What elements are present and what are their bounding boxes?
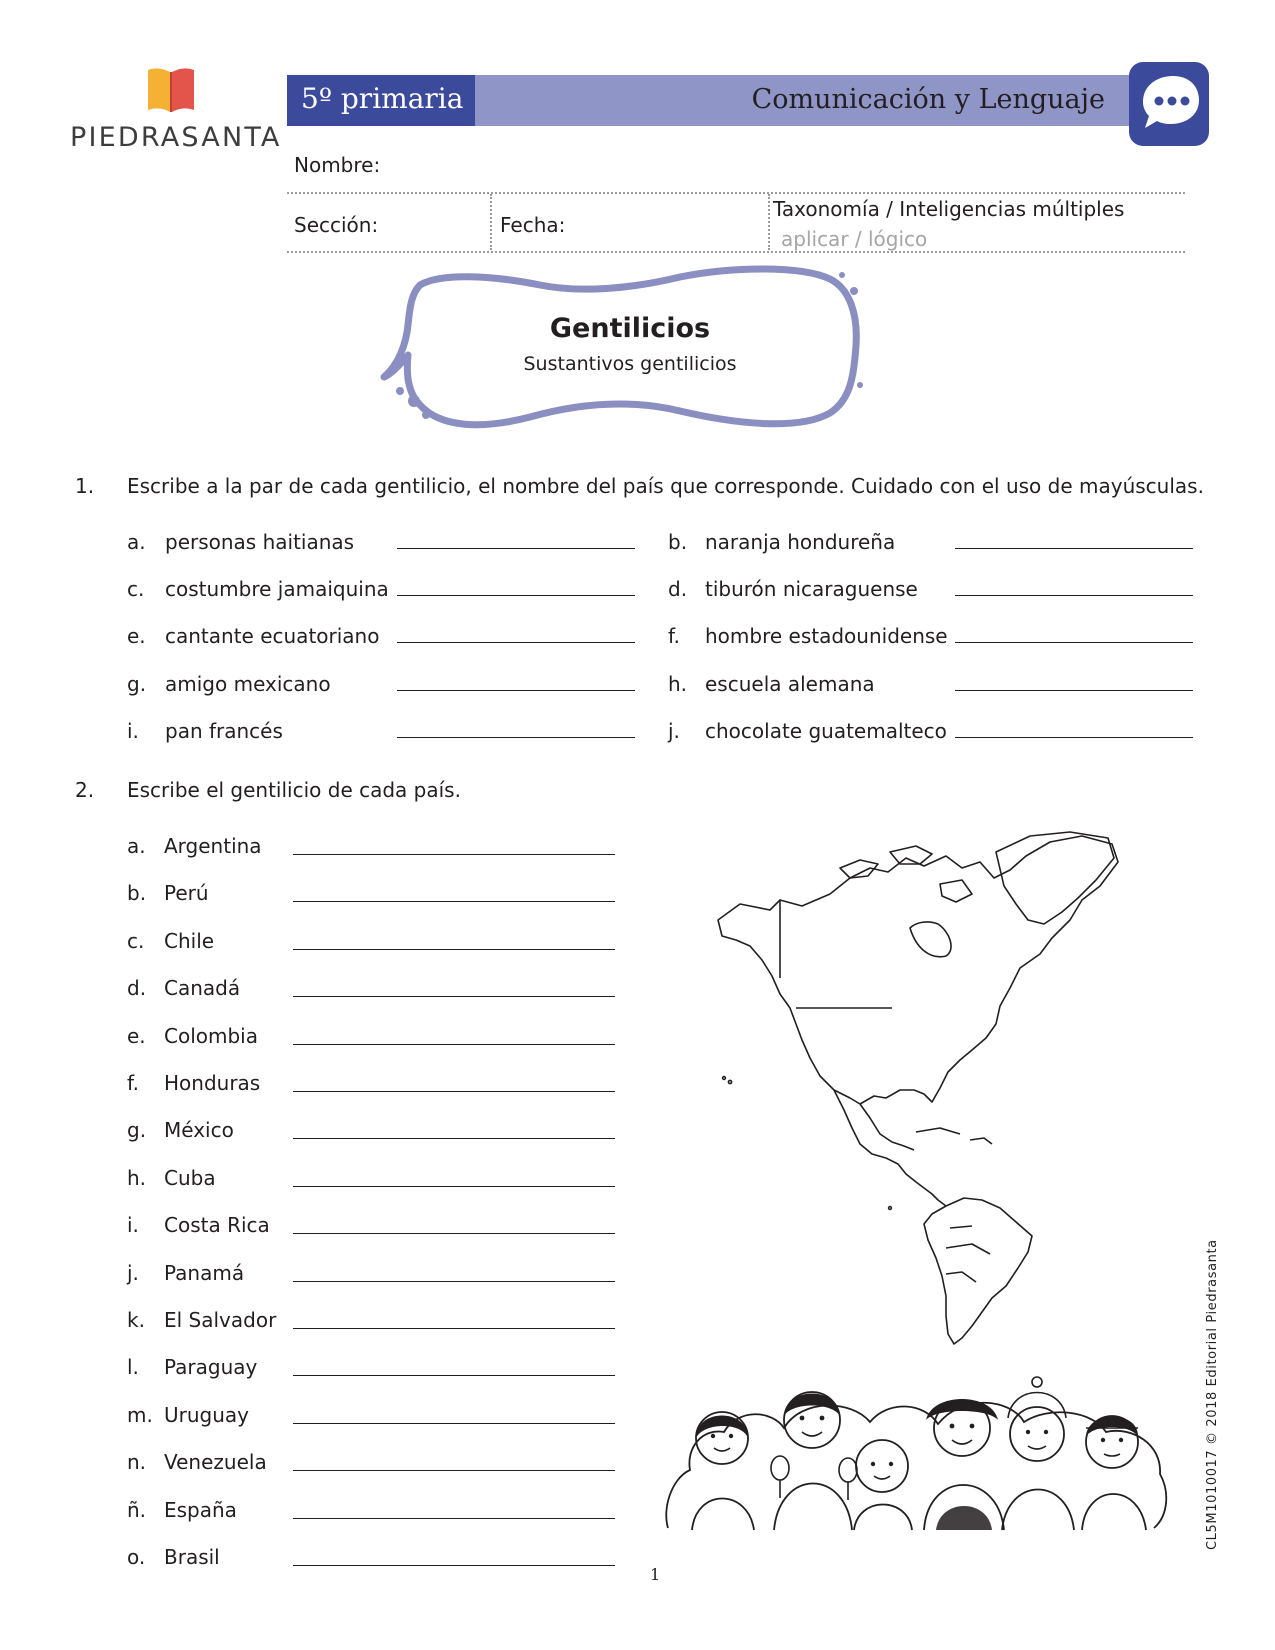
brand-name: PIEDRASANTA — [70, 122, 282, 153]
exercise-1-number: 1. — [75, 474, 95, 498]
list-item-letter: a. — [127, 530, 146, 554]
answer-line[interactable] — [955, 548, 1193, 549]
list-item-letter: c. — [127, 577, 145, 601]
taxonomy-label: Taxonomía / Inteligencias múltiples — [773, 197, 1125, 221]
list-item-text: Colombia — [164, 1024, 258, 1048]
list-item-letter: c. — [127, 929, 145, 953]
subject-bar — [475, 75, 1135, 126]
answer-line[interactable] — [397, 737, 635, 738]
list-item-letter: b. — [127, 881, 147, 905]
answer-line[interactable] — [293, 1328, 615, 1329]
list-item-text: Cuba — [164, 1166, 216, 1190]
list-item-letter: m. — [127, 1403, 153, 1427]
list-item-text: hombre estadounidense — [705, 624, 948, 648]
answer-line[interactable] — [955, 737, 1193, 738]
answer-line[interactable] — [293, 1518, 615, 1519]
answer-line[interactable] — [293, 854, 615, 855]
answer-line[interactable] — [955, 690, 1193, 691]
list-item-text: Canadá — [164, 976, 241, 1000]
list-item-letter: h. — [668, 672, 688, 696]
section-field-label: Sección: — [294, 213, 379, 237]
children-illustration — [662, 1358, 1172, 1538]
list-item-letter: l. — [127, 1355, 139, 1379]
list-item-text: tiburón nicaraguense — [705, 577, 918, 601]
exercise-2-instruction: Escribe el gentilicio de cada país. — [127, 778, 461, 802]
list-item-letter: j. — [668, 719, 680, 743]
list-item-letter: d. — [668, 577, 688, 601]
list-item-letter: o. — [127, 1545, 146, 1569]
grade-badge — [287, 75, 475, 126]
answer-line[interactable] — [397, 690, 635, 691]
list-item-letter: j. — [127, 1261, 139, 1285]
list-item-text: cantante ecuatoriano — [165, 624, 380, 648]
copyright-side-text: CL5M1010017 © 2018 Editorial Piedrasanta — [1205, 1239, 1220, 1550]
list-item-text: personas haitianas — [165, 530, 355, 554]
answer-line[interactable] — [397, 642, 635, 643]
divider-bottom — [287, 251, 1185, 253]
taxonomy-value: aplicar / lógico — [781, 227, 928, 251]
list-item-text: Perú — [164, 881, 209, 905]
list-item-letter: ñ. — [127, 1498, 147, 1522]
list-item-text: Honduras — [164, 1071, 261, 1095]
answer-line[interactable] — [397, 595, 635, 596]
list-item-text: Venezuela — [164, 1450, 267, 1474]
list-item-letter: b. — [668, 530, 688, 554]
title-frame-decoration — [380, 265, 880, 435]
list-item-text: costumbre jamaiquina — [165, 577, 389, 601]
list-item-text: chocolate guatemalteco — [705, 719, 947, 743]
worksheet-subtitle: Sustantivos gentilicios — [523, 353, 737, 375]
answer-line[interactable] — [293, 1375, 615, 1376]
list-item-letter: i. — [127, 1213, 139, 1237]
list-item-text: escuela alemana — [705, 672, 875, 696]
list-item-text: España — [164, 1498, 237, 1522]
answer-line[interactable] — [293, 1565, 615, 1566]
answer-line[interactable] — [293, 996, 615, 997]
name-field-label: Nombre: — [294, 153, 381, 177]
divider-top — [287, 192, 1185, 194]
grade-label: 5º primaria — [301, 82, 464, 115]
answer-line[interactable] — [293, 1423, 615, 1424]
answer-line[interactable] — [955, 595, 1193, 596]
list-item-letter: f. — [668, 624, 680, 648]
answer-line[interactable] — [293, 1138, 615, 1139]
list-item-letter: g. — [127, 672, 147, 696]
brand-logo-icon — [146, 66, 196, 114]
list-item-text: pan francés — [165, 719, 283, 743]
list-item-letter: d. — [127, 976, 147, 1000]
list-item-text: Panamá — [164, 1261, 245, 1285]
answer-line[interactable] — [293, 949, 615, 950]
subject-label: Comunicación y Lenguaje — [751, 84, 1105, 115]
list-item-letter: i. — [127, 719, 139, 743]
list-item-text: Argentina — [164, 834, 262, 858]
list-item-text: Uruguay — [164, 1403, 249, 1427]
list-item-text: México — [164, 1118, 234, 1142]
divider-vertical-2 — [768, 194, 770, 250]
answer-line[interactable] — [293, 1470, 615, 1471]
list-item-letter: k. — [127, 1308, 145, 1332]
divider-vertical-1 — [490, 194, 492, 250]
list-item-letter: g. — [127, 1118, 147, 1142]
list-item-letter: n. — [127, 1450, 147, 1474]
list-item-letter: h. — [127, 1166, 147, 1190]
list-item-text: amigo mexicano — [165, 672, 331, 696]
chat-bubble-icon — [1125, 58, 1213, 150]
list-item-text: Brasil — [164, 1545, 220, 1569]
list-item-text: El Salvador — [164, 1308, 277, 1332]
list-item-text: Costa Rica — [164, 1213, 270, 1237]
answer-line[interactable] — [955, 642, 1193, 643]
page-number: 1 — [650, 1565, 661, 1584]
list-item-text: Chile — [164, 929, 215, 953]
list-item-text: Paraguay — [164, 1355, 258, 1379]
answer-line[interactable] — [293, 1233, 615, 1234]
list-item-letter: f. — [127, 1071, 139, 1095]
answer-line[interactable] — [293, 1186, 615, 1187]
answer-line[interactable] — [293, 1091, 615, 1092]
answer-line[interactable] — [293, 901, 615, 902]
answer-line[interactable] — [293, 1044, 615, 1045]
list-item-letter: a. — [127, 834, 146, 858]
list-item-text: naranja hondureña — [705, 530, 896, 554]
list-item-letter: e. — [127, 1024, 146, 1048]
date-field-label: Fecha: — [500, 213, 566, 237]
exercise-2-number: 2. — [75, 778, 95, 802]
list-item-letter: e. — [127, 624, 146, 648]
answer-line[interactable] — [293, 1281, 615, 1282]
worksheet-title: Gentilicios — [549, 313, 711, 344]
answer-line[interactable] — [397, 548, 635, 549]
exercise-1-instruction: Escribe a la par de cada gentilicio, el nombre del país que corresponde. Cuidado con el uso de mayúsculas. — [127, 474, 1204, 498]
americas-map-illustration — [710, 828, 1130, 1348]
